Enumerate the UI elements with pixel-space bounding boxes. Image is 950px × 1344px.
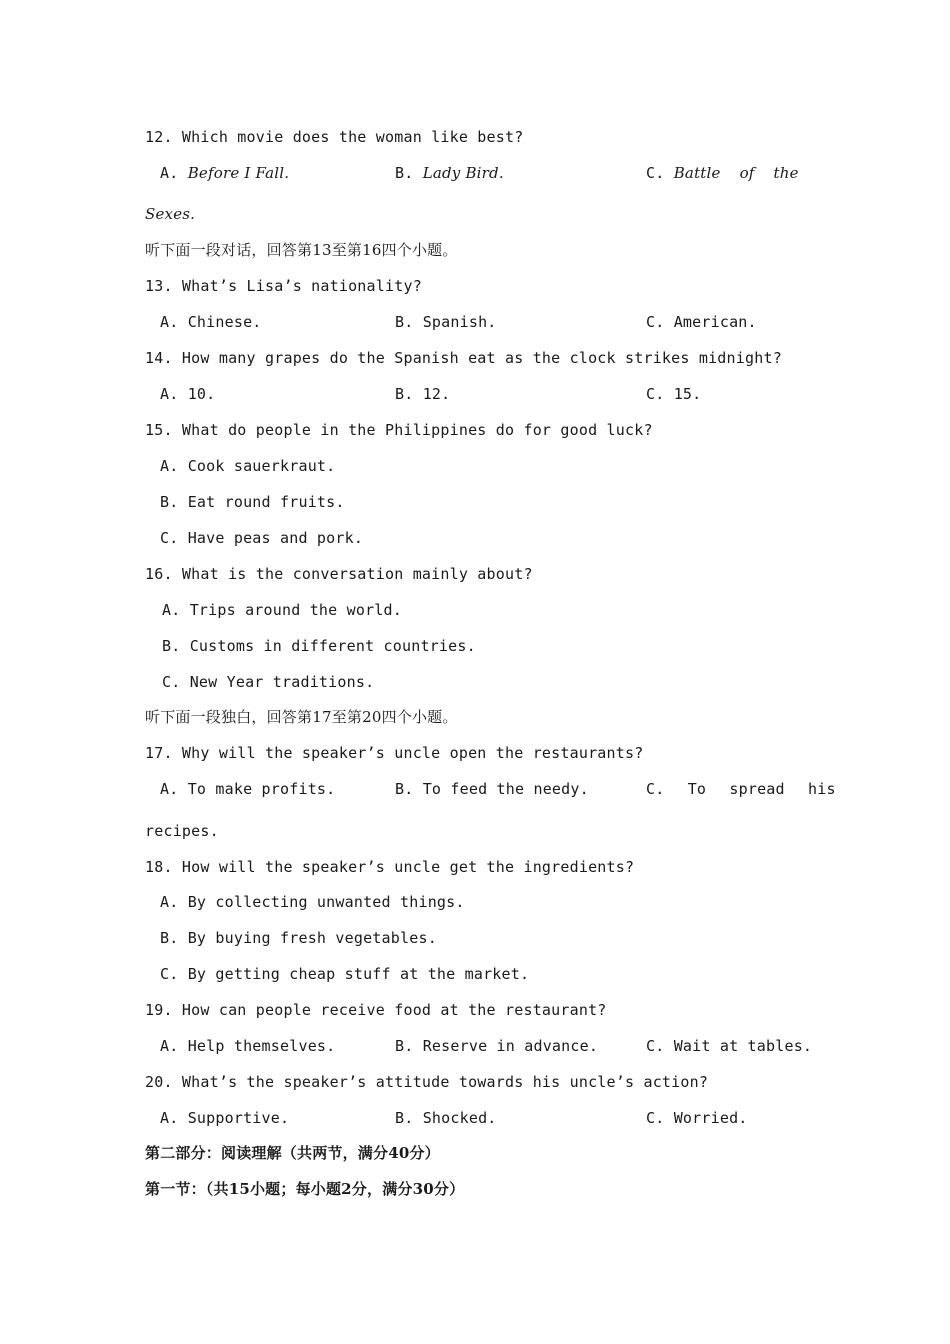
q16-option-c: C. New Year traditions.	[162, 673, 375, 691]
q19-option-b: B. Reserve in advance.	[395, 1037, 599, 1055]
q20-option-a: A. Supportive.	[160, 1109, 290, 1127]
q13-option-a: A. Chinese.	[160, 313, 262, 331]
option-letter: A.	[160, 164, 179, 182]
q12-option-c-continued: Sexes.	[145, 205, 196, 223]
q15-option-b: B. Eat round fruits.	[160, 493, 345, 511]
option-letter: C.	[646, 164, 665, 182]
q18-option-a: A. By collecting unwanted things.	[160, 893, 465, 911]
q19-option-c: C. Wait at tables.	[646, 1037, 813, 1055]
question-20: 20. What’s the speaker’s attitude towards his uncle’s action?	[145, 1073, 709, 1091]
question-19: 19. How can people receive food at the restaurant?	[145, 1001, 607, 1019]
q13-option-b: B. Spanish.	[395, 313, 497, 331]
q16-option-b: B. Customs in different countries.	[162, 637, 476, 655]
question-14: 14. How many grapes do the Spanish eat as the clock strikes midnight?	[145, 349, 782, 367]
q16-option-a: A. Trips around the world.	[162, 601, 402, 619]
q12-option-c	[646, 163, 799, 183]
q20-option-c: C. Worried.	[646, 1109, 748, 1127]
q14-option-a: A. 10.	[160, 385, 216, 403]
q17-option-c: C. To spread his	[646, 780, 836, 798]
instruction-17-20: 听下面一段独白，回答第17至第20四个小题。	[145, 708, 458, 726]
q17-option-c-continued: recipes.	[145, 822, 219, 840]
q14-option-c: C. 15.	[646, 385, 702, 403]
section1-heading: 第一节：（共15小题；每小题2分，满分30分）	[145, 1180, 465, 1198]
q13-option-c: C. American.	[646, 313, 757, 331]
q20-option-b: B. Shocked.	[395, 1109, 497, 1127]
q18-option-c: C. By getting cheap stuff at the market.	[160, 965, 530, 983]
q19-option-a: A. Help themselves.	[160, 1037, 336, 1055]
question-17: 17. Why will the speaker’s uncle open the restaurants?	[145, 744, 644, 762]
q15-option-c: C. Have peas and pork.	[160, 529, 364, 547]
option-text: Battle of the	[673, 164, 799, 182]
part2-heading: 第二部分：阅读理解（共两节，满分40分）	[145, 1144, 440, 1162]
option-text: Lady Bird.	[422, 164, 504, 182]
q17-option-b: B. To feed the needy.	[395, 780, 589, 798]
q14-option-b: B. 12.	[395, 385, 451, 403]
q12-option-a	[160, 163, 289, 183]
q18-option-b: B. By buying fresh vegetables.	[160, 929, 437, 947]
option-text: Before I Fall.	[187, 164, 290, 182]
q15-option-a: A. Cook sauerkraut.	[160, 457, 336, 475]
q17-option-a: A. To make profits.	[160, 780, 336, 798]
question-12: 12. Which movie does the woman like best?	[145, 128, 524, 146]
question-15: 15. What do people in the Philippines do for good luck?	[145, 421, 653, 439]
q12-option-b	[395, 163, 504, 183]
option-letter: B.	[395, 164, 414, 182]
question-16: 16. What is the conversation mainly about?	[145, 565, 533, 583]
question-18: 18. How will the speaker’s uncle get the ingredients?	[145, 858, 635, 876]
question-13: 13. What’s Lisa’s nationality?	[145, 277, 422, 295]
instruction-13-16: 听下面一段对话，回答第13至第16四个小题。	[145, 241, 458, 259]
